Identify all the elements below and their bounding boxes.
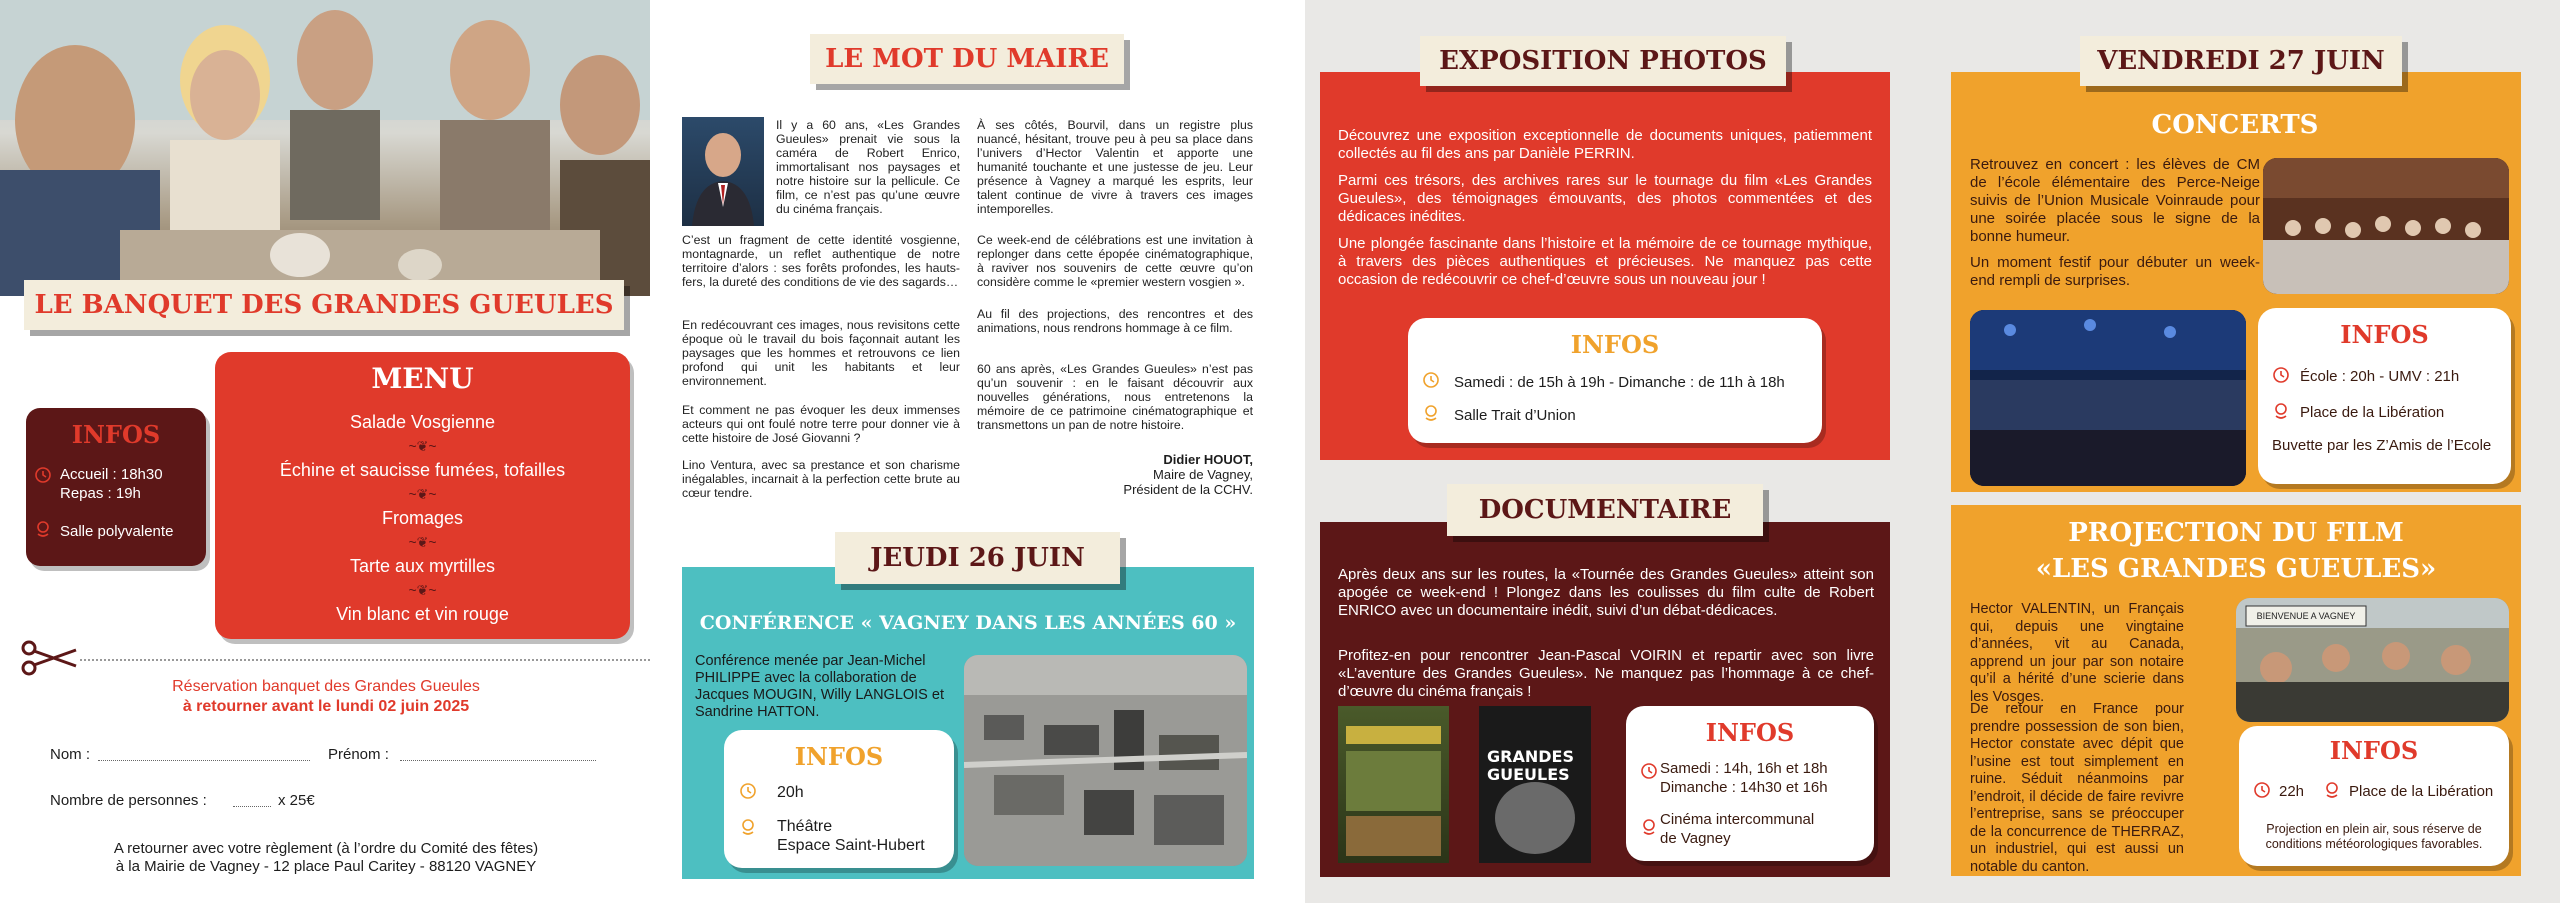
return-line-2: à la Mairie de Vagney - 12 place Paul Caritey - 88120 VAGNEY (115, 858, 537, 875)
doc-place-2: de Vagney (1660, 830, 1731, 847)
ornament-divider: ~❦~ (408, 438, 437, 454)
concerts-para-2: Un moment festif pour débuter un week-end rempli de surprises. (1970, 254, 2260, 289)
menu-item: Tarte aux myrtilles (349, 556, 496, 576)
doc-place-1: Cinéma intercommunal (1660, 811, 1815, 828)
concert-note: Buvette par les Z’Amis de l’Ecole (2272, 437, 2492, 454)
menu-title: MENU (371, 362, 474, 395)
location-pin-icon (2323, 781, 2341, 799)
projection-para-2: De retour en France pour prendre possession de son bien, Hector constate avec dépit que l’usine est tout simplement en ruine. Séduit néanmoins par l’endroit, il décide de faire revivre l’entreprise, sans se préoccuper de la concurrence de THERRAZ, un industriel, qui est aussi un notable du canton. (1970, 701, 2184, 875)
signature-name: Didier HOUOT, (1163, 452, 1253, 467)
banquet-title-banner (24, 280, 624, 330)
location-pin-icon (2272, 402, 2290, 420)
mot-col2-para3: Au fil des projections, des rencontres et des animations, nous rendrons hommage à ce film. (977, 307, 1253, 335)
menu-item: Salade Vosgienne (349, 412, 496, 432)
jeudi-title: JEUDI 26 JUIN (870, 543, 1085, 573)
signature-role-2: Président de la CCHV. (1123, 482, 1253, 497)
infos-title: INFOS (794, 742, 884, 771)
conference-time: 20h (777, 784, 804, 801)
doc-title: DOCUMENTAIRE (1478, 495, 1732, 525)
reservation-deadline: à retourner avant le lundi 02 juin 2025 (182, 698, 470, 715)
book-cover-title: GRANDES GUEULES (1487, 747, 1574, 784)
ornament-divider: ~❦~ (408, 582, 437, 598)
menu-item: Fromages (381, 508, 464, 528)
mot-col1-para4: Et comment ne pas évoquer les deux immenses acteurs qui ont foulé notre terre pour donner vie à cette histoire de José Giovanni ? (682, 403, 960, 445)
projection-title-2: «LES GRANDES GUEULES» (2035, 554, 2437, 584)
mot-du-maire-banner (810, 34, 1124, 84)
projection-note-1: Projection en plein air, sous réserve de (2266, 822, 2482, 836)
mayor-portrait (682, 117, 764, 226)
expo-place: Salle Trait d’Union (1454, 407, 1576, 424)
mot-col2-para2: Ce week-end de célébrations est une invitation à replonger dans cette épopée cinématographique, à raviver nos souvenirs de cette œuvre qu’on considère comme le «premier western vosgien ». (977, 233, 1253, 289)
clock-icon (1640, 762, 1658, 780)
location-pin-icon (34, 520, 52, 538)
school-choir-photo (2263, 158, 2509, 294)
cut-line (80, 659, 650, 661)
projection-title-1: PROJECTION DU FILM (2068, 518, 2404, 548)
nom-field[interactable] (98, 760, 310, 761)
doc-para-2: Profitez-en pour rencontrer Jean-Pascal VOIRIN et repartir avec son livre «L’aventure des Grandes Gueules». Ne manquez pas l’hommage à ce chef-d’œuvre du cinéma français ! (1338, 647, 1874, 700)
expo-para-1: Découvrez une exposition exceptionnelle de documents uniques, patiemment collectés au fil des ans par Danièle PERRIN. (1338, 127, 1872, 162)
mot-col1-para3: En redécouvrant ces images, nous revisitons cette époque où le travail du bois façonnait autant les paysages que les hommes et retrouvons ce lien profond qui unit les habitants et leur environnement. (682, 318, 960, 388)
orchestra-concert-photo (1970, 310, 2246, 486)
location-pin-icon (1422, 404, 1440, 422)
conference-infos-card (724, 730, 954, 868)
concert-time: École : 20h - UMV : 21h (2300, 368, 2460, 385)
expo-banner (1420, 36, 1786, 86)
doc-banner (1447, 484, 1763, 536)
film-still-photo (0, 0, 650, 296)
conference-title: CONFÉRENCE « VAGNEY DANS LES ANNÉES 60 » (699, 612, 1237, 634)
concerts-para-1: Retrouvez en concert : les élèves de CM de l’école élémentaire des Perce-Neige suivis de l’Union Musicale Voinraude pour une soirée placée sous le signe de la bonne humeur. (1970, 156, 2260, 245)
infos-place: Salle polyvalente (60, 523, 174, 540)
jeudi-banner (835, 532, 1120, 584)
banquet-title: LE BANQUET DES GRANDES GUEULES (34, 290, 614, 320)
infos-title: INFOS (2340, 320, 2429, 349)
projection-note-2: conditions météorologiques favorables. (2265, 837, 2483, 851)
banquet-infos-box (26, 408, 206, 566)
projection-time: 22h (2279, 783, 2305, 800)
price: x 25€ (278, 792, 315, 809)
mot-col1-para1: Il y a 60 ans, «Les Grandes Gueules» prenait vie sous la caméra de Robert Enrico, immortalisant nos paysages et notre histoire sur la pellicule. Ce film, ce n’est pas qu’une œuvre du cinéma français. (776, 118, 960, 216)
persons-field[interactable] (233, 806, 271, 807)
prenom-field[interactable] (400, 760, 596, 761)
clock-icon (2272, 366, 2290, 384)
reservation-title: Réservation banquet des Grandes Gueules (172, 678, 480, 695)
scissors-icon (20, 640, 78, 676)
mot-col2-para1: À ses côtés, Bourvil, dans un registre plus nuancé, hésitant, trouve peu à peu sa place dans l’univers d’Hector Valentin et apporte une humanité touchante et une justesse de jeu. Leur présence à Vagney a marqué les esprits, leur talent continue de vivre à travers ces images intemporelles. (977, 118, 1253, 216)
infos-time-2: Repas : 19h (60, 485, 141, 502)
conference-place-2: Espace Saint-Hubert (777, 837, 925, 854)
menu-box (215, 352, 630, 639)
concert-place: Place de la Libération (2300, 404, 2445, 421)
doc-para-1: Après deux ans sur les routes, la «Tournée des Grandes Gueules» atteint son apogée ce week-end ! Plongez dans les coulisses du film culte de Robert ENRICO avec un documentaire inédit, suivi d’un débat-dédicaces. (1338, 566, 1874, 619)
doc-infos-card (1626, 706, 1874, 861)
doc-time-1: Samedi : 14h, 16h et 18h (1660, 760, 1828, 777)
location-pin-icon (1640, 818, 1658, 836)
menu-item: Vin blanc et vin rouge (336, 604, 509, 624)
clock-icon (1422, 371, 1440, 389)
doc-time-2: Dimanche : 14h30 et 16h (1660, 779, 1828, 796)
vendredi-title: VENDREDI 27 JUIN (2097, 46, 2385, 76)
mot-col1-para5: Lino Ventura, avec sa prestance et son charisme inégalables, incarnait à la perfection cette brute au cœur tendre. (682, 458, 960, 500)
expo-para-3: Une plongée fascinante dans l’histoire et la mémoire de ce tournage mythique, à travers des pièces authentiques et précieuses. Ne manquez pas cette occasion de redécouvrir ce chef-d’œuvre sous un nouveau jour ! (1338, 235, 1872, 288)
documentary-poster (1338, 706, 1449, 863)
expo-para-2: Parmi ces trésors, des archives rares sur le tournage du film «Les Grandes Gueules», des témoignages émouvants, des photos commentées et des dédicaces inédites. (1338, 172, 1872, 225)
expo-infos-card (1408, 318, 1822, 443)
clock-icon (34, 466, 52, 484)
book-cover (1479, 706, 1591, 863)
prenom-label: Prénom : (328, 746, 389, 763)
return-line-1: A retourner avec votre règlement (à l’ordre du Comité des fêtes) (113, 840, 539, 857)
mayor-signature (977, 452, 1253, 497)
welcome-sign-text: BIENVENUE A VAGNEY (2256, 611, 2356, 621)
clock-icon (2253, 781, 2271, 799)
clock-icon (739, 782, 757, 800)
nom-label: Nom : (50, 746, 91, 763)
projection-infos-card (2239, 726, 2509, 866)
conference-text: Conférence menée par Jean-Michel PHILIPPE avec la collaboration de Jacques MOUGIN, Willy LANGLOIS et Sandrine HATTON. (695, 653, 944, 720)
ornament-divider: ~❦~ (408, 486, 437, 502)
mot-col1-para2: C’est un fragment de cette identité vosgienne, montagnarde, un reflet authentique de notre territoire d’alors : ses forêts profondes, les hauts-fers, la dureté des conditions de vie des sagards… (682, 233, 960, 289)
persons-label: Nombre de personnes : (50, 792, 207, 809)
location-pin-icon (739, 818, 757, 836)
conference-place-1: Théâtre (777, 818, 833, 835)
signature-role-1: Maire de Vagney, (1153, 467, 1253, 482)
infos-title: INFOS (1705, 718, 1795, 747)
mot-du-maire-title: LE MOT DU MAIRE (825, 44, 1109, 74)
concert-infos-card (2258, 308, 2511, 484)
expo-time: Samedi : de 15h à 19h - Dimanche : de 11h à 18h (1454, 374, 1785, 391)
vagney-aerial-photo (964, 655, 1247, 866)
bienvenue-vagney-photo (2236, 598, 2509, 722)
infos-time-1: Accueil : 18h30 (60, 466, 163, 483)
ornament-divider: ~❦~ (408, 534, 437, 550)
infos-title: INFOS (71, 420, 161, 449)
infos-title: INFOS (2329, 736, 2419, 765)
concerts-title: CONCERTS (2151, 110, 2319, 140)
projection-para-1: Hector VALENTIN, un Français qui, depuis une vingtaine d’années, vit au Canada, apprend un jour par son notaire qu’il a hérité d’une scierie dans les Vosges. (1970, 601, 2184, 705)
mot-col2-para4: 60 ans après, «Les Grandes Gueules» n’est pas qu’un souvenir : en le faisant découvrir aux nouvelles générations, nous entretenons la mémoire de ce patrimoine cinématographique et transmettons un pan de notre histoire. (977, 362, 1253, 432)
menu-item: Échine et saucisse fumées, tofailles (279, 460, 566, 480)
expo-title: EXPOSITION PHOTOS (1439, 46, 1767, 76)
projection-place: Place de la Libération (2349, 783, 2494, 800)
vendredi-banner (2080, 36, 2402, 86)
infos-title: INFOS (1570, 330, 1660, 359)
